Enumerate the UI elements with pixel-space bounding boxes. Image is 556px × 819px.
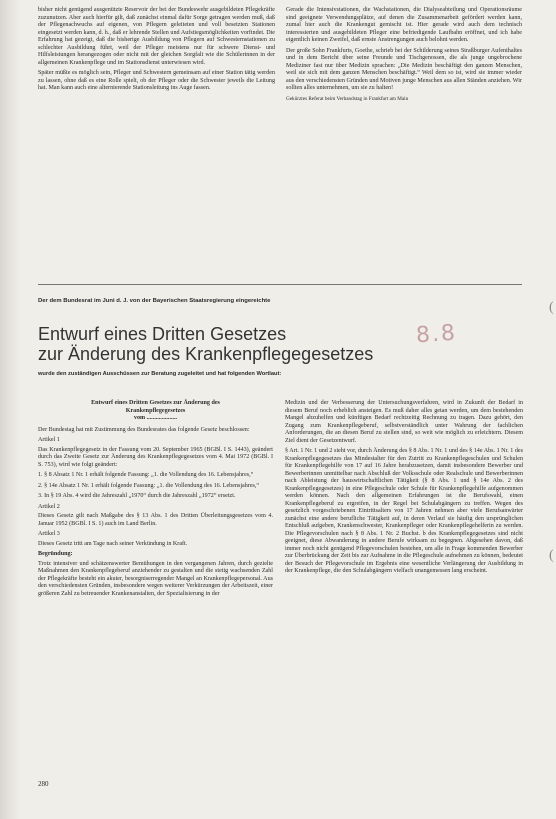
article-2-heading: Artikel 2 (38, 503, 60, 510)
paragraph: bisher nicht genügend ausgenützte Reservoir der bei der Bundeswehr ausgebildeten Pflegekräfte zuzunutzen. Aber auch hierfür gilt, daß zunächst einmal dafür Sorge getragen werden muß, daß der Pflegenachwuchs auf eigenen, von Pflegern geleiteten und voll besetzten Stationen eingesetzt werden kann, d. h., daß er lehrende Stellen und Aufstiegsmöglichkeiten vorfindet. Die Erfahrung hat gezeigt, daß die bisherige Ausbildung von Pflegern auf Schwesternstationen zu schlechter Ausbildung führt, weil der Pfleger meistens nur für schwere Dienst- und Hilfsleistungen herangezogen oder nicht mit der gleichen Sorgfalt wie die Schülerinnen in der allgemeinen Krankenpflege und im Stationsdienst unterwiesen wird. (38, 7, 275, 66)
binding-mark: ( (549, 300, 554, 315)
handwritten-note: 8.8 (415, 320, 458, 349)
reasoning-column (285, 400, 523, 579)
bill-intro: Der Bundestag hat mit Zustimmung des Bundesrates das folgende Gesetz beschlossen: (38, 426, 250, 433)
bill-heading-line-2: Krankenpflegegesetzes (125, 407, 186, 414)
bill-title-line-2: zur Änderung des Krankenpflegegesetzes (38, 344, 374, 364)
article-1-heading: Artikel 1 (38, 437, 60, 443)
article-signature: Gekürztes Referat beim Verbandstag in Frankfurt am Main (286, 95, 409, 102)
scan-edge-shadow (0, 0, 20, 819)
bill-heading-line-1: Entwurf eines Dritten Gesetzes zur Änderung des (91, 400, 220, 406)
list-item: 2. § 14e Absatz 1 Nr. 1 erhält folgende Fassung: „1. die Vollendung des 16. Lebensjahres,“ (38, 482, 260, 489)
reasoning-text: Trotz intensiver und schätzenswerter Bemühungen in den vergangenen Jahren, durch gezielte Maßnahmen den Krankenpflegeberuf anziehender zu gestalten und die stetig wachsenden Zahl der Pflegekräfte besteht ein akuter, besorgniserregender Mangel an Krankenpflegepersonal. Aus den verschiedensten Gründen, insbesondere wegen weiterer Verkürzungen der Arbeitszeit, einer größeren Zahl zu betreuender Krankenanstalten, der Spezialisierung in der (38, 560, 273, 597)
paragraph: § Art. 1 Nr. 1 und 2 sieht vor, durch Änderung des § 8 Abs. 1 Nr. 1 und des § 14e Abs. 1 Nr. 1 des Krankenpflegegesetzes das Mindestalter für den Zutritt zu Krankenpflegeschulen und Schulen für Krankenpflegehilfe von 17 auf 16 Jahre herabzusetzen, damit insbesondere Bewerber und Bewerberinnen unmittelbar nach Abschluß der Volksschule oder Realschule und Bewerberinnen nach Ableistung der hauswirtschaftlichen Tätigkeit (§ 8 Abs. 1 und § 14e Abs. 2 des Krankenpflegegesetzes) in eine Pflegeschule oder Schule für Krankenpflegehilfe aufgenommen werden können. Nach den allgemeinen Erfahrungen ist die Berufswahl, einen Krankenpflegeberuf zu ergreifen, in der Regel bei Schulabgängern zu treffen. Wegen des gesetzlich vorgeschriebenen Eintrittsalters von 17 Jahren nehmen aber viele Berufsanwärter zunächst eine andere berufliche Tätigkeit auf, in deren Verlauf sie häufig den ursprünglichen Entschluß aufgeben, Krankenschwester, Krankenpfleger oder Krankenpflegehelferin zu werden. Die Pflegevorschulen nach § 8 Abs. 1 Nr. 2 Buchst. b des Krankenpflegegesetzes sind nicht geeignet, diese Abwanderung in andere Berufe wirksam zu begegnen. Abgesehen davon, daß immer noch nicht genügend Pflegevorschulen bestehen, um alle in Frage kommenden Bewerber zur Überbrückung der Zeit bis zur Aufnahme in die Pflegeschule aufnehmen zu können, bedeutet der Besuch der Pflegevorschule im Ergebnis eine wesentliche Verlängerung der Ausbildung in der Krankenpflege, die den Schulabgängern vielfach unangemessen lang erscheint. (285, 448, 523, 574)
paragraph: Gerade die Intensivstationen, die Wachstationen, die Dialyseabteilung und Operationsräume sind geeignete Verwendungsplätze, auf denen die Zusammenarbeit gefördert werden kann, zumal hier auch die Krankengut gemischt ist. Hier gerade wird auch dem technisch interessierten und ausgebildeten Pfleger eine befriedigende Laufbahn eröffnet, und ich habe eigentlich keinen Zweifel, daß ernste Anstrengungen auch belohnt werden. (286, 7, 522, 43)
page-number: 280 (38, 780, 49, 788)
paragraph: Der große Sohn Frankfurts, Goethe, schrieb bei der Schilderung seines Straßburger Aufenthaltes und in dem Bericht über seine Freunde und Tischgenossen, die als junge ungebrochene Mediziner fast nur über Medizin sprachen: „Die Medizin beschäftigt den ganzen Menschen, weil sie sich mit dem ganzen Menschen beschäftigt.“ Weil dem so ist, wird sie immer wieder aus den verschiedensten Gründen und Motiven junge Menschen aus allen Ständen anziehen. Wir sollten alles unternehmen, um sie zu halten! (286, 47, 522, 91)
article-3-text: Dieses Gesetz tritt am Tage nach seiner Verkündung in Kraft. (38, 540, 188, 547)
article-3-heading: Artikel 3 (38, 531, 60, 537)
paragraph: Später müßte es möglich sein, Pfleger und Schwestern gemeinsam auf einer Station tätig werden zu lassen, ohne daß es eine Rolle spielt, ob der Pfleger oder die Schwester jeweils die Leitung hat. Man kann auch eine alternierende Stationsleitung ins Auge fassen. (38, 70, 275, 91)
bill-title (38, 324, 378, 364)
bill-heading (38, 400, 273, 423)
section-divider (38, 284, 522, 285)
binding-mark: ( (549, 548, 554, 563)
article-column-top-right (286, 7, 522, 103)
article-2-text: Dieses Gesetz gilt nach Maßgabe des § 13 Abs. 1 des Dritten Überleitungsgesetzes vom 4. Januar 1952 (BGBl. I S. 1) auch im Land Berlin. (38, 513, 273, 527)
article-column-top-left (38, 7, 275, 96)
bill-subtitle: wurde den zuständigen Ausschüssen zur Beratung zugeleitet und hat folgenden Wortlaut: (38, 371, 282, 377)
article-1-text: Das Krankenpflegegesetz in der Fassung vom 20. September 1965 (BGBl. I S. 1443), geändert durch das Zweite Gesetz zur Änderung des Krankenpflegegesetzes vom 4. Mai 1972 (BGBl. I S. 753), wird wie folgt geändert: (38, 446, 273, 468)
paragraph: Medizin und der Verbesserung der Untersuchungsverfahren, wird in Zukunft der Bedarf in diesem Beruf noch erheblich ansteigen. Es muß daher alles getan werden, um dem bestehenden Mangel abzuhelfen und künftigen Bedarf rechtzeitig Rechnung zu tragen. Dazu gehört, den Zugang zum Krankenpflegeberuf, selbstverständlich unter Wahrung der fachlichen Anforderungen, die an diesen Beruf zu stellen sind, so weit wie möglich zu erleichtern. Diesem Ziel dient der Gesetzentwurf. (285, 400, 523, 444)
list-item: 1. § 8 Absatz 1 Nr. 1 erhält folgende Fassung: „1. die Vollendung des 16. Lebensjahres,“ (38, 472, 254, 478)
list-item: 3. In § 19 Abs. 4 wird die Jahreszahl „1970“ durch die Jahreszahl „1972“ ersetzt. (38, 493, 236, 499)
submission-line: Der dem Bundesrat im Juni d. J. von der Bayerischen Staatsregierung eingereichte (38, 298, 271, 304)
bill-title-line-1: Entwurf eines Dritten Gesetzes (38, 324, 287, 344)
bill-heading-date: vom .................... (133, 415, 178, 421)
bill-text-column (38, 400, 273, 601)
reasoning-heading: Begründung: (38, 551, 73, 557)
